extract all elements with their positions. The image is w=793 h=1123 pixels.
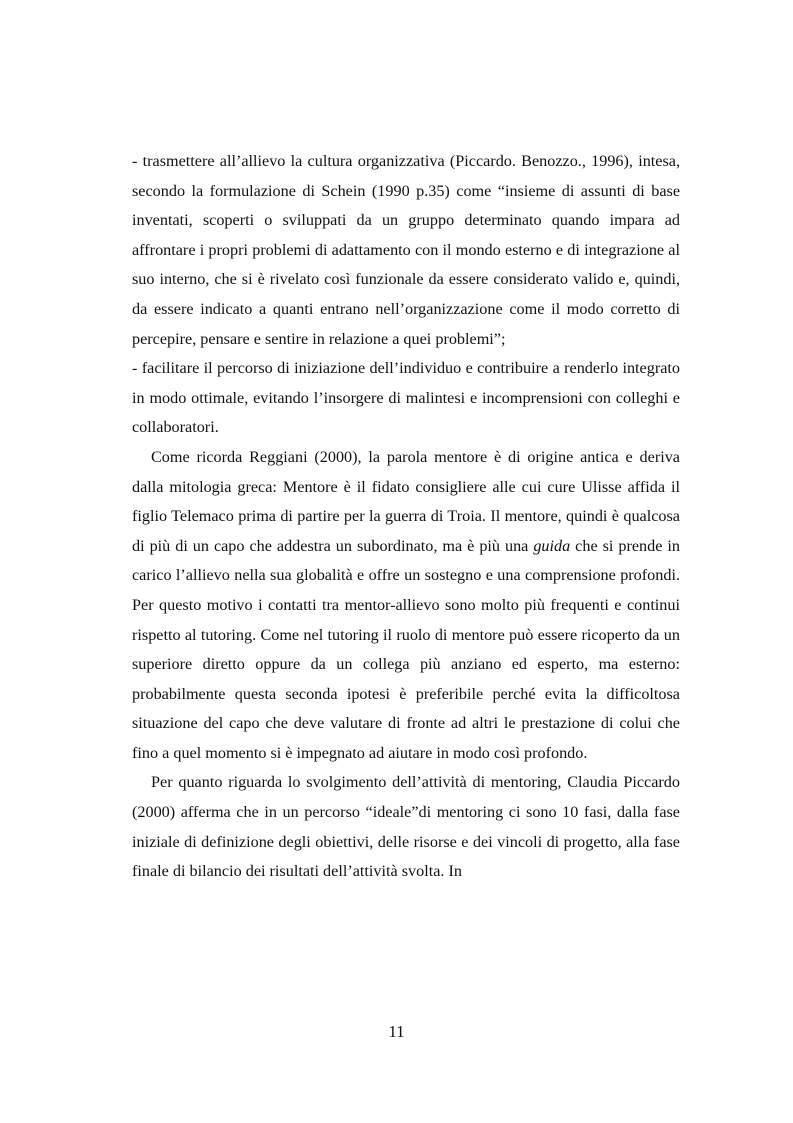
paragraph [132, 354, 680, 443]
paragraph-text: - trasmettere all’allievo la cultura organizzativa (Piccardo. Benozzo., 1996), intesa, secondo la formulazione di Schein (1990 p.35) come “insieme di assunti di base inventati, scoperti o sviluppati da un gruppo determinato quando impara ad affrontare i propri problemi di adattamento con il mondo esterno e di integrazione al suo interno, che si è rivelato così funzionale da essere considerato valido e, quindi, da essere indicato a quanti entrano nell’organizzazione come il modo corretto di percepire, pensare e sentire in relazione a quei problemi”; [132, 152, 680, 348]
paragraph-text: Come ricorda Reggiani (2000), la parola mentore è di origine antica e deriva dalla mitologia greca: Mentore è il fidato consigliere alle cui cure Ulisse affida il figlio Telemaco prima di partire per la guerra di Troia. Il mentore, quindi è qualcosa di più di un capo che addestra un subordinato, ma è più una [132, 447, 680, 555]
body-text [132, 147, 680, 887]
paragraph-text: - facilitare il percorso di iniziazione dell’individuo e contribuire a renderlo integrato in modo ottimale, evitando l’insorgere di malintesi e incomprensioni con colleghi e collaboratori. [132, 359, 680, 437]
paragraph-text: Per quanto riguarda lo svolgimento dell’attività di mentoring, Claudia Piccardo (2000) afferma che in un percorso “ideale”di mentoring ci sono 10 fasi, dalla fase iniziale di definizione degli obiettivi, delle risorse e dei vincoli di progetto, alla fase finale di bilancio dei risultati dell’attività svolta. In [132, 773, 680, 881]
italic-text: guida [533, 536, 571, 555]
paragraph-text: che si prende in carico l’allievo nella sua globalità e offre un sostegno e una comprensione profondi. Per questo motivo i contatti tra mentor-allievo sono molto più frequenti e continui rispetto al tutoring. Come nel tutoring il ruolo di mentore può essere ricoperto da un superiore diretto oppure da un collega più anziano ed esperto, ma esterno: probabilmente questa seconda ipotesi è preferibile perché evita la difficoltosa situazione del capo che deve valutare di fronte ad altri le prestazione di colui che fino a quel momento si è impegnato ad aiutare in modo così profondo. [132, 536, 680, 762]
paragraph [132, 768, 680, 886]
paragraph [132, 147, 680, 354]
paragraph [132, 443, 680, 769]
page-number: 11 [388, 1022, 405, 1041]
